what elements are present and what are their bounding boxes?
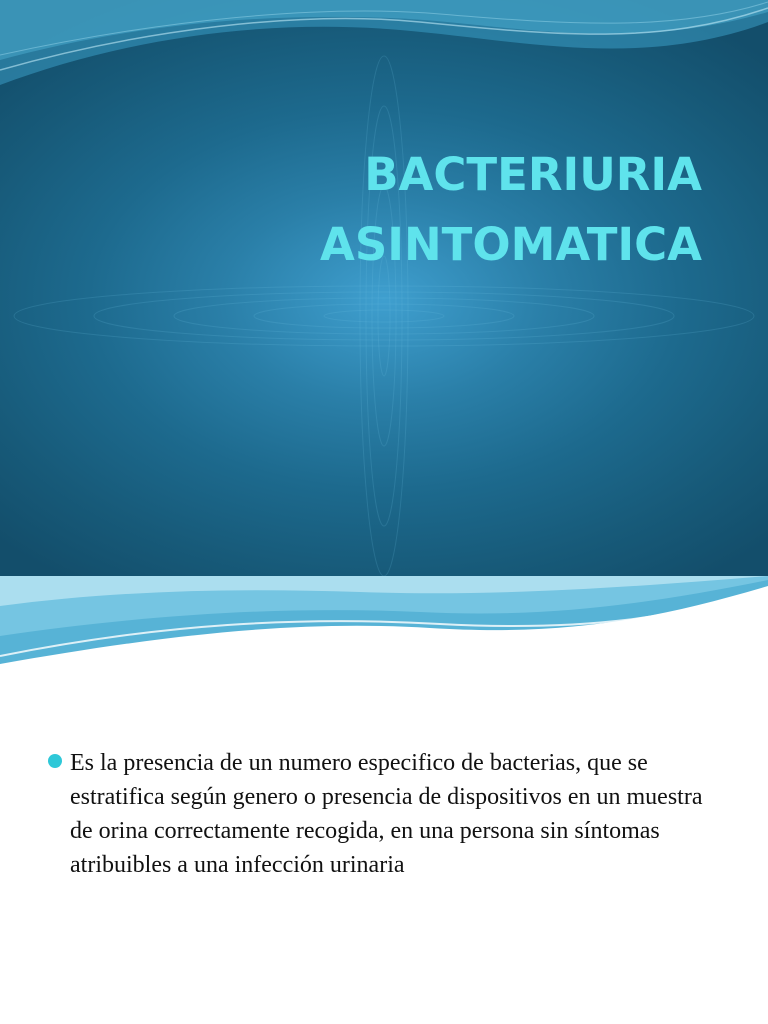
- slide-title: [62, 140, 702, 280]
- top-wave-decoration: [0, 576, 768, 676]
- list-item: [48, 746, 728, 882]
- bullet-text: Es la presencia de un numero especifico de bacterias, que se estratifica según genero o presencia de dispositivos en un muestra de orina correctamente recogida, en una persona sin síntomas atribuibles a una infección urinaria: [70, 750, 703, 878]
- top-wave-decoration: [0, 0, 768, 100]
- bullet-list: [48, 746, 728, 882]
- content-slide: [0, 576, 768, 1024]
- bullet-dot-icon: [48, 754, 62, 768]
- title-line-2: ASINTOMATICA: [320, 218, 702, 271]
- title-line-1: BACTERIURIA: [364, 148, 702, 201]
